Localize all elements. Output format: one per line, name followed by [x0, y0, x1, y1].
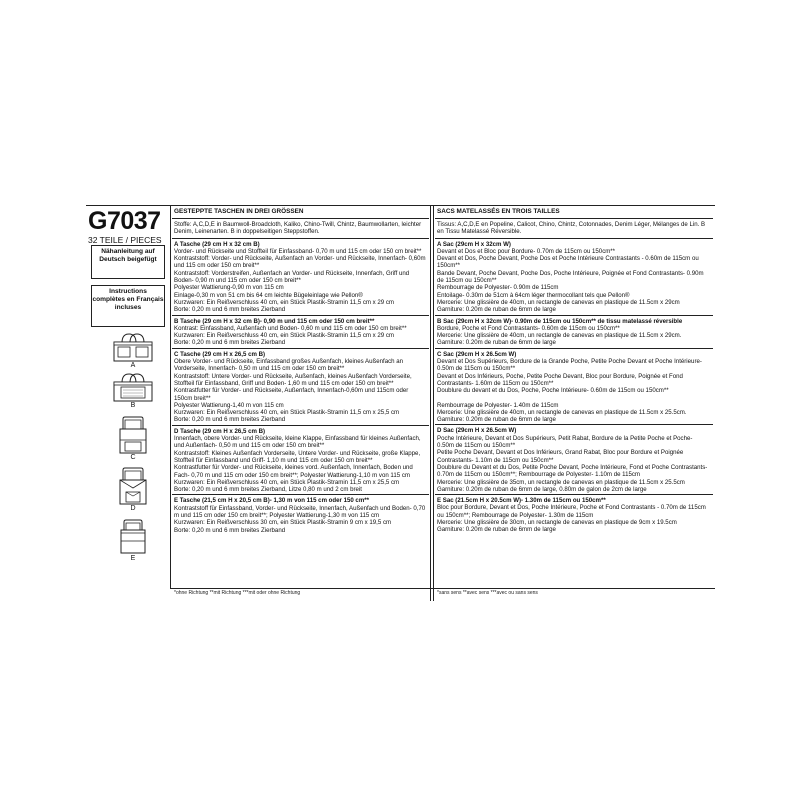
- french-section-b: [435, 316, 713, 349]
- view-c: [111, 416, 155, 462]
- section-line: Mercerie: Une glissière de 35cm, un rectangle de canevas en plastique de 11.5cm x 25.5cm: [437, 478, 685, 486]
- section-line: Kontraststoff für Einfassband, Vorder- und Rückseite, Innenfach, Außenfach und Boden- 0,70 m und 115 cm oder 150 cm breit**; Polyester Wattierung-1,30 m von 115 cm: [174, 504, 426, 519]
- german-section-e: [172, 495, 429, 534]
- german-section-d: [172, 426, 429, 496]
- section-line: Polyester Wattierung-0,90 m von 115 cm: [174, 284, 284, 292]
- section-line: Mercerie: Une glissière de 40cm, un rectangle de canevas en plastique de 11.5cm x 25.5cm.: [437, 408, 687, 416]
- section-line: Kurzwaren: Ein Reißverschluss 30 cm, ein Stück Plastik-Stramin 9 cm x 19,5 cm: [174, 519, 392, 527]
- german-instructions-note: Nähanleitung auf Deutsch beigefügt: [91, 245, 165, 279]
- section-line: Poche Intérieure, Devant et Dos Supérieurs, Petit Rabat, Bordure de la Petite Poche et Poche- 0.50m de 115cm ou 150cm**: [437, 434, 693, 450]
- bag-c-icon: [111, 416, 155, 454]
- view-d-label: D: [130, 505, 136, 512]
- section-line: Mercerie: Une glissière de 40cm, un rectangle de canevas en plastique de 11.5cm x 29cm: [437, 298, 680, 306]
- section-line: Doublure du devant et du Dos, Poche, Poche Intérieure- 0.60m de 115cm ou 150cm**: [437, 387, 669, 395]
- german-intro: Stoffe: A,C,D,E in Baumwoll-Broadcloth, Kaliko, Chino-Twill, Chintz, Baumwollarten, leichter Denim, Leinenarten. B in doppelseitigen Steppstoffen.: [172, 219, 429, 239]
- section-title: D Sac (29cm H x 26.5cm W): [437, 427, 517, 435]
- german-heading: GESTEPPTE TASCHEN IN DREI GRÖSSEN: [172, 205, 429, 219]
- german-footnote: *ohne Richtung **mit Richtung ***mit oder ohne Richtung: [174, 590, 301, 596]
- section-line: Kontraststoff: Vorderstreifen, Außenfach an Vorder- und Rückseite, Innenfach, Griff und Boden- 0,90 m und 115 cm oder 150 cm breit**: [174, 269, 410, 285]
- view-a: [111, 333, 155, 370]
- german-section-a: [172, 239, 429, 316]
- french-heading: SACS MATELASSÉS EN TROIS TAILLES: [435, 205, 713, 219]
- section-title: C Tasche (29 cm H x 26,5 cm B): [174, 350, 265, 358]
- section-line: Bande Devant, Poche Devant, Poche Dos, Poche Intérieure, Poignée et Fond Contrastants- 0.90m de 115cm ou 150cm**: [437, 269, 704, 285]
- section-line: Borte: 0,20 m und 6 mm breites Zierband: [174, 526, 286, 534]
- section-line: Mercerie: Une glissière de 30cm, un rectangle de canevas en plastique de 9cm x 19.5cm: [437, 518, 677, 526]
- section-line: Polyester Wattierung-1,40 m von 115 cm: [174, 401, 284, 409]
- section-line: Garniture: 0.20m de ruban de 6mm de large: [437, 339, 556, 347]
- french-section-d: [435, 425, 713, 495]
- section-line: Petite Poche Devant, Devant et Dos Inférieurs, Grand Rabat, Bloc pour Bordure et Poignée Contrastants- 1.10m de 115cm ou 150cm**: [437, 449, 684, 464]
- section-line: Innenfach, obere Vorder- und Rückseite, kleine Klappe, Einfassband für kleines Außenfach, und Außenfach- 0,50 m und 115 cm oder 150 cm breit**: [174, 435, 421, 450]
- section-line: Borte: 0,20 m und 6 mm breites Zierband: [174, 306, 286, 314]
- section-line: Kontrast: Einfassband, Außenfach und Boden- 0,60 m und 115 cm oder 150 cm breit**: [174, 324, 407, 332]
- view-a-label: A: [130, 362, 136, 369]
- french-section-c: [435, 349, 713, 426]
- section-line: Entoilage- 0.30m de 51cm à 64cm léger thermocollant tels que Pellon®: [437, 291, 630, 299]
- section-line: Kurzwaren: Ein Reißverschluss 40 cm, ein Stück Plastik-Stramin 11,5 cm x 29 cm: [174, 332, 395, 340]
- bag-e-icon: [111, 519, 155, 555]
- section-line: Kontraststoff: Untere Vorder- und Rückseite, Außenfach, kleines Außenfach Vorderseite, Stoffteil für Einfassband, Griff und Boden- 1,60 m und 115 cm oder 150 cm breit**: [174, 372, 412, 387]
- divider-middle: [430, 205, 431, 601]
- section-line: Kurzwaren: Ein Reißverschluss 40 cm, ein Stück Plastik-Stramin 11,5 cm x 25,5 cm: [174, 478, 400, 486]
- section-line: Bordure, Poche et Fond Contrastants- 0.60m de 115cm ou 150cm**: [437, 324, 620, 332]
- section-line: Kontraststoff: Kleines Außenfach Vorderseite, Untere Vorder- und Rückseite, große Klappe, Stoffteil für Einfassband und Griff- 1,10 m und 115 cm oder 150 cm breit**: [174, 449, 421, 464]
- section-line: Devant et Dos et Bloc pour Bordure- 0.70m de 115cm ou 150cm**: [437, 247, 616, 255]
- bag-d-icon: [111, 467, 155, 505]
- section-line: Rembourrage de Polyester- 1.40m de 115cm: [437, 401, 559, 409]
- section-title: E Tasche (21,5 cm H x 20,5 cm B)- 1,30 m von 115 cm oder 150 cm**: [174, 497, 369, 505]
- view-d: [111, 467, 155, 513]
- section-line: Garniture: 0.20m de ruban de 6mm de large, 0.80m de galon de 2cm de large: [437, 485, 647, 493]
- french-instructions-note: Instructions complètes en Français incluses: [91, 285, 165, 327]
- view-c-label: C: [130, 454, 136, 461]
- section-line: Borte: 0,20 m und 6 mm breites Zierband: [174, 339, 286, 347]
- section-title: B Sac (29cm H x 32cm W)- 0.90m de 115cm ou 150cm** de tissu matelassé réversible: [437, 317, 683, 325]
- french-section-e: [435, 495, 713, 534]
- section-line: [437, 395, 711, 402]
- french-column: [435, 205, 713, 535]
- section-line: Garniture: 0.20m de ruban de 6mm de large: [437, 526, 556, 534]
- section-line: Kontrastfutter für Vorder- und Rückseite, Außenfach, Innenfach-0,60m und 115cm oder 150cm breit**: [174, 387, 409, 402]
- section-line: Borte: 0,20 m und 6 mm breites Zierband, Litze 0,80 m und 2 cm breit: [174, 486, 362, 494]
- view-b-label: B: [130, 402, 136, 409]
- pieces-count: 32 TEILE / PIECES: [88, 235, 162, 245]
- pattern-code: G7037: [88, 207, 161, 235]
- section-line: Garniture: 0.20m de ruban de 6mm de large: [437, 416, 556, 424]
- view-e-label: E: [130, 555, 136, 562]
- pattern-envelope-back: [86, 205, 715, 601]
- section-line: Devant et Dos, Poche Devant, Poche Dos et Poche Intérieure Contrastants - 0.60m de 115cm ou 150cm**: [437, 255, 699, 270]
- german-column: [172, 205, 429, 535]
- section-line: Doublure du Devant et du Dos, Petite Poche Devant, Poche Intérieure, Fond et Poche Contrastants- 0.70m de 115cm ou 150cm**; Rembourrage de Polyester- 1.10m de 115cm: [437, 463, 708, 479]
- section-line: Devant et Dos Supérieurs, Bordure de la Grande Poche, Petite Poche Devant et Poche Intérieure- 0.50m de 115cm ou 150cm**: [437, 358, 702, 373]
- section-title: A Tasche (29 cm H x 32 cm B): [174, 240, 260, 248]
- section-line: Einlage-0,30 m von 51 cm bis 64 cm leichte Bügeleinlage wie Pellon®: [174, 291, 363, 299]
- view-e: [111, 519, 155, 563]
- german-section-b: [172, 316, 429, 349]
- section-line: Obere Vorder- und Rückseite, Einfassband großes Außenfach, kleines Außenfach an Vorderseite, Innenfach- 0,50 m und 115 cm oder 150 cm breit**: [174, 358, 403, 373]
- section-line: Mercerie: Une glissière de 40cm, un rectangle de canevas en plastique de 11.5cm x 29cm.: [437, 332, 682, 340]
- section-title: D Tasche (29 cm H x 26,5 cm B): [174, 427, 265, 435]
- french-intro: Tissus: A,C,D,E en Popeline, Calicot, Chino, Chintz, Cotonnades, Denim Léger, Mélanges de Lin. B en Tissu Matelassé Réversible.: [435, 219, 713, 239]
- section-line: Rembourrage de Polyester- 0.90m de 115cm: [437, 284, 559, 292]
- view-b: [111, 373, 155, 410]
- section-line: Kontrastfutter für Vorder- und Rückseite, kleines vord. Außenfach, Innenfach, Boden und Fach- 0,70 m und 115 cm oder 150 cm breit**; Polyester Wattierung-1,10 m von 115 cm: [174, 464, 413, 479]
- french-section-a: [435, 239, 713, 316]
- section-line: Devant et Dos Inférieurs, Poche, Petite Poche Devant, Bloc pour Bordure, Poignée et Fond Contrastants- 1.60m de 115cm ou 150cm**: [437, 372, 683, 387]
- bottom-rule: [171, 588, 715, 589]
- section-title: C Sac (29cm H x 26.5cm W): [437, 350, 517, 358]
- section-line: Borte: 0,20 m und 6 mm breites Zierband: [174, 416, 286, 424]
- german-section-c: [172, 349, 429, 426]
- divider-middle-2: [433, 205, 434, 601]
- bag-b-icon: [111, 373, 155, 402]
- section-title: E Sac (21.5cm H x 20.5cm W)- 1.30m de 115cm ou 150cm**: [437, 497, 606, 505]
- french-footnote: *sans sens **avec sens ***avec ou sans sens: [437, 590, 538, 596]
- section-line: Vorder- und Rückseite und Stoffteil für Einfassband- 0,70 m und 115 cm oder 150 cm breit**: [174, 247, 422, 255]
- section-line: Kontraststoff: Vorder- und Rückseite, Außenfach an Vorder- und Rückseite, Innenfach- 0,60m und 115 cm oder 150 cm breit**: [174, 255, 426, 270]
- bag-a-icon: [111, 333, 155, 362]
- left-column: [86, 205, 169, 601]
- section-title: A Sac (29cm H x 32cm W): [437, 240, 511, 248]
- divider-left: [170, 205, 171, 589]
- section-line: Garniture: 0.20m de ruban de 6mm de large: [437, 306, 556, 314]
- section-title: B Tasche (29 cm H x 32 cm B)- 0,90 m und 115 cm oder 150 cm breit**: [174, 317, 375, 325]
- section-line: Kurzwaren: Ein Reißverschluss 40 cm, ein Stück Plastik-Stramin 11,5 cm x 25,5 cm: [174, 409, 400, 417]
- section-line: Bloc pour Bordure, Devant et Dos, Poche Intérieure, Poche et Fond Contrastants - 0.70m de 115cm ou 150cm**; Rembourrage de Polyester- 1.30m de 115cm: [437, 504, 706, 519]
- section-line: Kurzwaren: Ein Reißverschluss 40 cm, ein Stück Plastik-Stramin 11,5 cm x 29 cm: [174, 298, 395, 306]
